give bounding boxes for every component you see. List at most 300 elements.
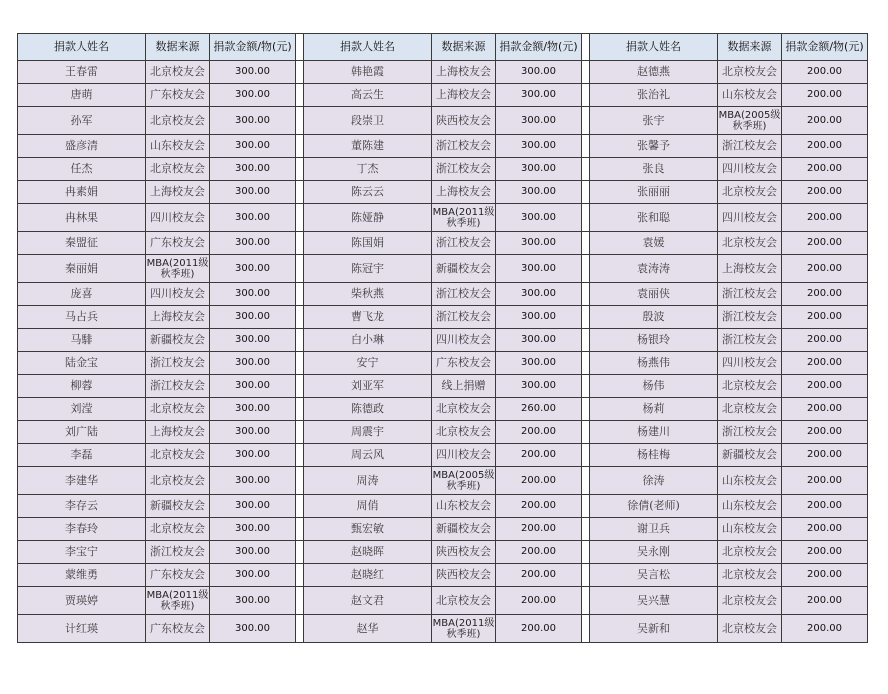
donor-name-cell: 丁杰 bbox=[304, 158, 432, 181]
donor-name-cell: 杨燕伟 bbox=[590, 352, 718, 375]
amount-cell: 300.00 bbox=[210, 352, 296, 375]
column-divider bbox=[582, 587, 590, 615]
source-cell: 北京校友会 bbox=[718, 181, 782, 204]
source-cell: 北京校友会 bbox=[146, 467, 210, 495]
donor-name-cell: 甄宏敏 bbox=[304, 518, 432, 541]
header-source: 数据来源 bbox=[432, 34, 496, 61]
amount-cell: 300.00 bbox=[210, 306, 296, 329]
donor-name-cell: 王春雷 bbox=[18, 61, 146, 84]
donor-name-cell: 周震宇 bbox=[304, 421, 432, 444]
source-cell: 上海校友会 bbox=[146, 306, 210, 329]
donor-name-cell: 董陈建 bbox=[304, 135, 432, 158]
table-row bbox=[18, 444, 868, 467]
source-cell: 北京校友会 bbox=[718, 375, 782, 398]
donor-name-cell: 赵德燕 bbox=[590, 61, 718, 84]
donor-name-cell: 陈德政 bbox=[304, 398, 432, 421]
donor-name-cell: 计红瑛 bbox=[18, 615, 146, 643]
amount-cell: 300.00 bbox=[496, 306, 582, 329]
source-cell: 北京校友会 bbox=[146, 61, 210, 84]
amount-cell: 300.00 bbox=[210, 181, 296, 204]
amount-cell: 200.00 bbox=[782, 158, 868, 181]
table-row bbox=[18, 181, 868, 204]
donor-name-cell: 张丽丽 bbox=[590, 181, 718, 204]
donor-name-cell: 安宁 bbox=[304, 352, 432, 375]
amount-cell: 300.00 bbox=[210, 398, 296, 421]
source-cell: 新疆校友会 bbox=[432, 255, 496, 283]
donor-name-cell: 唐萌 bbox=[18, 84, 146, 107]
source-cell: 浙江校友会 bbox=[146, 375, 210, 398]
amount-cell: 200.00 bbox=[496, 444, 582, 467]
column-divider bbox=[296, 352, 304, 375]
donor-name-cell: 吴言松 bbox=[590, 564, 718, 587]
source-cell: 线上捐赠 bbox=[432, 375, 496, 398]
donor-name-cell: 陈娅静 bbox=[304, 204, 432, 232]
source-cell: 北京校友会 bbox=[146, 107, 210, 135]
table-row bbox=[18, 84, 868, 107]
column-divider bbox=[296, 329, 304, 352]
amount-cell: 200.00 bbox=[782, 255, 868, 283]
donor-name-cell: 高云生 bbox=[304, 84, 432, 107]
donor-name-cell: 吴兴慧 bbox=[590, 587, 718, 615]
amount-cell: 200.00 bbox=[496, 615, 582, 643]
amount-cell: 200.00 bbox=[782, 329, 868, 352]
donor-name-cell: 秦盟征 bbox=[18, 232, 146, 255]
column-divider bbox=[296, 107, 304, 135]
donor-name-cell: 柳蓉 bbox=[18, 375, 146, 398]
source-cell: 新疆校友会 bbox=[146, 329, 210, 352]
amount-cell: 300.00 bbox=[210, 444, 296, 467]
amount-cell: 200.00 bbox=[496, 421, 582, 444]
column-divider bbox=[582, 107, 590, 135]
source-cell: 上海校友会 bbox=[432, 61, 496, 84]
amount-cell: 200.00 bbox=[782, 306, 868, 329]
source-cell: 浙江校友会 bbox=[432, 283, 496, 306]
source-cell: 北京校友会 bbox=[146, 518, 210, 541]
donor-name-cell: 刘广陆 bbox=[18, 421, 146, 444]
source-cell: 上海校友会 bbox=[432, 84, 496, 107]
source-cell: 北京校友会 bbox=[146, 398, 210, 421]
amount-cell: 200.00 bbox=[496, 564, 582, 587]
donor-name-cell: 张和聪 bbox=[590, 204, 718, 232]
amount-cell: 300.00 bbox=[496, 352, 582, 375]
source-cell: 上海校友会 bbox=[146, 421, 210, 444]
table-row bbox=[18, 587, 868, 615]
amount-cell: 200.00 bbox=[782, 467, 868, 495]
header-donor-name: 捐款人姓名 bbox=[18, 34, 146, 61]
source-cell: 山东校友会 bbox=[718, 84, 782, 107]
amount-cell: 200.00 bbox=[782, 564, 868, 587]
amount-cell: 300.00 bbox=[210, 158, 296, 181]
source-cell: 北京校友会 bbox=[718, 541, 782, 564]
amount-cell: 200.00 bbox=[496, 541, 582, 564]
column-divider bbox=[296, 135, 304, 158]
column-divider bbox=[296, 375, 304, 398]
source-cell: 四川校友会 bbox=[146, 283, 210, 306]
amount-cell: 300.00 bbox=[210, 615, 296, 643]
source-cell: 浙江校友会 bbox=[432, 135, 496, 158]
amount-cell: 200.00 bbox=[782, 61, 868, 84]
column-divider bbox=[582, 255, 590, 283]
column-divider bbox=[582, 61, 590, 84]
donor-name-cell: 杨建川 bbox=[590, 421, 718, 444]
donor-name-cell: 杨桂梅 bbox=[590, 444, 718, 467]
amount-cell: 200.00 bbox=[782, 232, 868, 255]
header-amount: 捐款金额/物(元) bbox=[782, 34, 868, 61]
source-cell: 北京校友会 bbox=[718, 615, 782, 643]
amount-cell: 260.00 bbox=[496, 398, 582, 421]
donor-name-cell: 马騑 bbox=[18, 329, 146, 352]
donor-name-cell: 段崇卫 bbox=[304, 107, 432, 135]
column-divider bbox=[582, 84, 590, 107]
amount-cell: 200.00 bbox=[782, 518, 868, 541]
column-divider bbox=[296, 615, 304, 643]
source-cell: 陕西校友会 bbox=[432, 107, 496, 135]
table-row bbox=[18, 564, 868, 587]
column-divider bbox=[296, 158, 304, 181]
donor-name-cell: 冉林果 bbox=[18, 204, 146, 232]
donor-name-cell: 刘滢 bbox=[18, 398, 146, 421]
column-divider bbox=[296, 467, 304, 495]
donor-name-cell: 张馨予 bbox=[590, 135, 718, 158]
source-cell: 山东校友会 bbox=[146, 135, 210, 158]
source-cell: 上海校友会 bbox=[146, 181, 210, 204]
donor-name-cell: 李宝宁 bbox=[18, 541, 146, 564]
source-cell: 四川校友会 bbox=[718, 204, 782, 232]
column-divider bbox=[582, 232, 590, 255]
donor-name-cell: 袁丽侠 bbox=[590, 283, 718, 306]
column-divider bbox=[296, 84, 304, 107]
amount-cell: 200.00 bbox=[782, 421, 868, 444]
amount-cell: 200.00 bbox=[782, 352, 868, 375]
donor-name-cell: 陈国娟 bbox=[304, 232, 432, 255]
source-cell: 北京校友会 bbox=[432, 421, 496, 444]
header-source: 数据来源 bbox=[146, 34, 210, 61]
amount-cell: 300.00 bbox=[210, 587, 296, 615]
amount-cell: 300.00 bbox=[210, 255, 296, 283]
donor-name-cell: 杨伟 bbox=[590, 375, 718, 398]
column-divider bbox=[296, 587, 304, 615]
donor-name-cell: 马占兵 bbox=[18, 306, 146, 329]
source-cell: 浙江校友会 bbox=[718, 306, 782, 329]
amount-cell: 300.00 bbox=[496, 84, 582, 107]
amount-cell: 300.00 bbox=[210, 61, 296, 84]
donor-name-cell: 赵晓晖 bbox=[304, 541, 432, 564]
source-cell: 新疆校友会 bbox=[146, 495, 210, 518]
donor-name-cell: 袁涛涛 bbox=[590, 255, 718, 283]
column-divider bbox=[296, 398, 304, 421]
donor-name-cell: 张治礼 bbox=[590, 84, 718, 107]
column-divider bbox=[296, 34, 304, 61]
table-row bbox=[18, 352, 868, 375]
header-amount: 捐款金额/物(元) bbox=[496, 34, 582, 61]
table-row bbox=[18, 204, 868, 232]
donor-name-cell: 韩艳霞 bbox=[304, 61, 432, 84]
source-cell: MBA(2005级秋季班) bbox=[718, 107, 782, 135]
donor-name-cell: 庞喜 bbox=[18, 283, 146, 306]
column-divider bbox=[296, 232, 304, 255]
source-cell: MBA(2011级秋季班) bbox=[146, 587, 210, 615]
source-cell: 北京校友会 bbox=[718, 564, 782, 587]
donor-name-cell: 盛彦清 bbox=[18, 135, 146, 158]
amount-cell: 200.00 bbox=[782, 283, 868, 306]
source-cell: 浙江校友会 bbox=[718, 421, 782, 444]
header-source: 数据来源 bbox=[718, 34, 782, 61]
source-cell: 四川校友会 bbox=[432, 444, 496, 467]
source-cell: 浙江校友会 bbox=[432, 232, 496, 255]
header-donor-name: 捐款人姓名 bbox=[590, 34, 718, 61]
donor-name-cell: 吴新和 bbox=[590, 615, 718, 643]
amount-cell: 200.00 bbox=[782, 587, 868, 615]
donor-name-cell: 张宇 bbox=[590, 107, 718, 135]
amount-cell: 300.00 bbox=[210, 135, 296, 158]
table-row bbox=[18, 421, 868, 444]
source-cell: 四川校友会 bbox=[718, 158, 782, 181]
source-cell: MBA(2011级秋季班) bbox=[432, 615, 496, 643]
column-divider bbox=[582, 398, 590, 421]
column-divider bbox=[582, 306, 590, 329]
amount-cell: 300.00 bbox=[210, 518, 296, 541]
amount-cell: 300.00 bbox=[210, 495, 296, 518]
source-cell: 山东校友会 bbox=[432, 495, 496, 518]
amount-cell: 300.00 bbox=[210, 421, 296, 444]
donor-name-cell: 吴永刚 bbox=[590, 541, 718, 564]
source-cell: 山东校友会 bbox=[718, 495, 782, 518]
column-divider bbox=[296, 541, 304, 564]
column-divider bbox=[582, 204, 590, 232]
donor-name-cell: 杨银玲 bbox=[590, 329, 718, 352]
table-row bbox=[18, 283, 868, 306]
amount-cell: 200.00 bbox=[782, 135, 868, 158]
column-divider bbox=[582, 444, 590, 467]
donor-name-cell: 李存云 bbox=[18, 495, 146, 518]
amount-cell: 300.00 bbox=[496, 329, 582, 352]
amount-cell: 200.00 bbox=[782, 204, 868, 232]
amount-cell: 300.00 bbox=[496, 232, 582, 255]
amount-cell: 300.00 bbox=[210, 467, 296, 495]
amount-cell: 300.00 bbox=[496, 255, 582, 283]
amount-cell: 300.00 bbox=[210, 283, 296, 306]
donor-name-cell: 曹飞龙 bbox=[304, 306, 432, 329]
amount-cell: 300.00 bbox=[496, 61, 582, 84]
amount-cell: 300.00 bbox=[210, 84, 296, 107]
table-row bbox=[18, 255, 868, 283]
column-divider bbox=[296, 283, 304, 306]
donor-name-cell: 周云风 bbox=[304, 444, 432, 467]
donor-name-cell: 陆金宝 bbox=[18, 352, 146, 375]
amount-cell: 300.00 bbox=[496, 204, 582, 232]
amount-cell: 200.00 bbox=[782, 541, 868, 564]
donor-name-cell: 赵华 bbox=[304, 615, 432, 643]
column-divider bbox=[582, 34, 590, 61]
amount-cell: 300.00 bbox=[210, 107, 296, 135]
source-cell: 上海校友会 bbox=[718, 255, 782, 283]
donor-name-cell: 徐涛 bbox=[590, 467, 718, 495]
donor-name-cell: 刘亚军 bbox=[304, 375, 432, 398]
donor-name-cell: 任杰 bbox=[18, 158, 146, 181]
column-divider bbox=[296, 421, 304, 444]
source-cell: 北京校友会 bbox=[146, 158, 210, 181]
source-cell: 浙江校友会 bbox=[718, 283, 782, 306]
donor-name-cell: 赵晓红 bbox=[304, 564, 432, 587]
donor-name-cell: 蒙维勇 bbox=[18, 564, 146, 587]
source-cell: 浙江校友会 bbox=[432, 306, 496, 329]
donor-name-cell: 赵文君 bbox=[304, 587, 432, 615]
amount-cell: 200.00 bbox=[496, 518, 582, 541]
source-cell: 北京校友会 bbox=[718, 587, 782, 615]
column-divider bbox=[296, 495, 304, 518]
table-row bbox=[18, 375, 868, 398]
donor-name-cell: 张良 bbox=[590, 158, 718, 181]
table-row bbox=[18, 232, 868, 255]
source-cell: 北京校友会 bbox=[718, 61, 782, 84]
donor-name-cell: 陈冠宇 bbox=[304, 255, 432, 283]
table-row bbox=[18, 467, 868, 495]
amount-cell: 300.00 bbox=[210, 204, 296, 232]
source-cell: 新疆校友会 bbox=[718, 444, 782, 467]
amount-cell: 200.00 bbox=[782, 615, 868, 643]
amount-cell: 300.00 bbox=[496, 181, 582, 204]
donor-name-cell: 秦丽娟 bbox=[18, 255, 146, 283]
source-cell: 陕西校友会 bbox=[432, 541, 496, 564]
table-row bbox=[18, 158, 868, 181]
source-cell: 北京校友会 bbox=[432, 587, 496, 615]
source-cell: 新疆校友会 bbox=[432, 518, 496, 541]
table-row bbox=[18, 61, 868, 84]
column-divider bbox=[582, 283, 590, 306]
source-cell: 广东校友会 bbox=[432, 352, 496, 375]
header-amount: 捐款金额/物(元) bbox=[210, 34, 296, 61]
column-divider bbox=[582, 467, 590, 495]
table-row bbox=[18, 398, 868, 421]
amount-cell: 200.00 bbox=[782, 181, 868, 204]
table-row bbox=[18, 615, 868, 643]
amount-cell: 300.00 bbox=[210, 541, 296, 564]
amount-cell: 200.00 bbox=[782, 444, 868, 467]
column-divider bbox=[296, 306, 304, 329]
amount-cell: 200.00 bbox=[782, 398, 868, 421]
amount-cell: 300.00 bbox=[496, 158, 582, 181]
donor-name-cell: 杨莉 bbox=[590, 398, 718, 421]
column-divider bbox=[582, 541, 590, 564]
amount-cell: 200.00 bbox=[782, 495, 868, 518]
donor-name-cell: 周俏 bbox=[304, 495, 432, 518]
column-divider bbox=[582, 329, 590, 352]
source-cell: 浙江校友会 bbox=[718, 135, 782, 158]
source-cell: MBA(2005级秋季班) bbox=[432, 467, 496, 495]
column-divider bbox=[296, 564, 304, 587]
source-cell: 山东校友会 bbox=[718, 467, 782, 495]
amount-cell: 200.00 bbox=[782, 375, 868, 398]
column-divider bbox=[296, 255, 304, 283]
amount-cell: 300.00 bbox=[496, 375, 582, 398]
column-divider bbox=[296, 181, 304, 204]
donor-name-cell: 柴秋燕 bbox=[304, 283, 432, 306]
source-cell: 北京校友会 bbox=[718, 232, 782, 255]
source-cell: MBA(2011级秋季班) bbox=[146, 255, 210, 283]
amount-cell: 200.00 bbox=[496, 587, 582, 615]
column-divider bbox=[582, 615, 590, 643]
source-cell: 四川校友会 bbox=[718, 352, 782, 375]
table-row bbox=[18, 518, 868, 541]
column-divider bbox=[582, 375, 590, 398]
source-cell: MBA(2011级秋季班) bbox=[432, 204, 496, 232]
source-cell: 广东校友会 bbox=[146, 84, 210, 107]
column-divider bbox=[582, 181, 590, 204]
column-divider bbox=[582, 421, 590, 444]
column-divider bbox=[582, 564, 590, 587]
amount-cell: 300.00 bbox=[210, 375, 296, 398]
source-cell: 广东校友会 bbox=[146, 615, 210, 643]
source-cell: 浙江校友会 bbox=[146, 352, 210, 375]
amount-cell: 300.00 bbox=[210, 329, 296, 352]
source-cell: 四川校友会 bbox=[432, 329, 496, 352]
donor-name-cell: 陈云云 bbox=[304, 181, 432, 204]
donor-name-cell: 冉素娟 bbox=[18, 181, 146, 204]
header-donor-name: 捐款人姓名 bbox=[304, 34, 432, 61]
amount-cell: 300.00 bbox=[210, 564, 296, 587]
amount-cell: 200.00 bbox=[782, 84, 868, 107]
source-cell: 浙江校友会 bbox=[146, 541, 210, 564]
table-row bbox=[18, 107, 868, 135]
table-row bbox=[18, 306, 868, 329]
amount-cell: 300.00 bbox=[496, 135, 582, 158]
donor-name-cell: 李建华 bbox=[18, 467, 146, 495]
donor-name-cell: 李春玲 bbox=[18, 518, 146, 541]
table-row bbox=[18, 541, 868, 564]
amount-cell: 300.00 bbox=[496, 283, 582, 306]
source-cell: 陕西校友会 bbox=[432, 564, 496, 587]
source-cell: 北京校友会 bbox=[432, 398, 496, 421]
donor-name-cell: 谢卫兵 bbox=[590, 518, 718, 541]
column-divider bbox=[582, 158, 590, 181]
table-row bbox=[18, 495, 868, 518]
amount-cell: 300.00 bbox=[210, 232, 296, 255]
source-cell: 上海校友会 bbox=[432, 181, 496, 204]
column-divider bbox=[582, 352, 590, 375]
source-cell: 北京校友会 bbox=[718, 398, 782, 421]
amount-cell: 200.00 bbox=[496, 467, 582, 495]
column-divider bbox=[296, 518, 304, 541]
donor-name-cell: 白小琳 bbox=[304, 329, 432, 352]
source-cell: 四川校友会 bbox=[146, 204, 210, 232]
source-cell: 广东校友会 bbox=[146, 564, 210, 587]
table-row bbox=[18, 135, 868, 158]
donor-name-cell: 袁媛 bbox=[590, 232, 718, 255]
column-divider bbox=[582, 518, 590, 541]
column-divider bbox=[582, 495, 590, 518]
donor-name-cell: 殷波 bbox=[590, 306, 718, 329]
donor-table bbox=[17, 33, 868, 643]
column-divider bbox=[582, 135, 590, 158]
source-cell: 浙江校友会 bbox=[718, 329, 782, 352]
table-row bbox=[18, 329, 868, 352]
source-cell: 北京校友会 bbox=[146, 444, 210, 467]
source-cell: 山东校友会 bbox=[718, 518, 782, 541]
donor-name-cell: 徐倩(老师) bbox=[590, 495, 718, 518]
amount-cell: 200.00 bbox=[782, 107, 868, 135]
source-cell: 广东校友会 bbox=[146, 232, 210, 255]
donor-name-cell: 贾瑛婷 bbox=[18, 587, 146, 615]
column-divider bbox=[296, 444, 304, 467]
source-cell: 浙江校友会 bbox=[432, 158, 496, 181]
column-divider bbox=[296, 61, 304, 84]
header-row bbox=[18, 34, 868, 61]
donor-name-cell: 李磊 bbox=[18, 444, 146, 467]
amount-cell: 300.00 bbox=[496, 107, 582, 135]
column-divider bbox=[296, 204, 304, 232]
donor-name-cell: 周涛 bbox=[304, 467, 432, 495]
donor-name-cell: 孙军 bbox=[18, 107, 146, 135]
